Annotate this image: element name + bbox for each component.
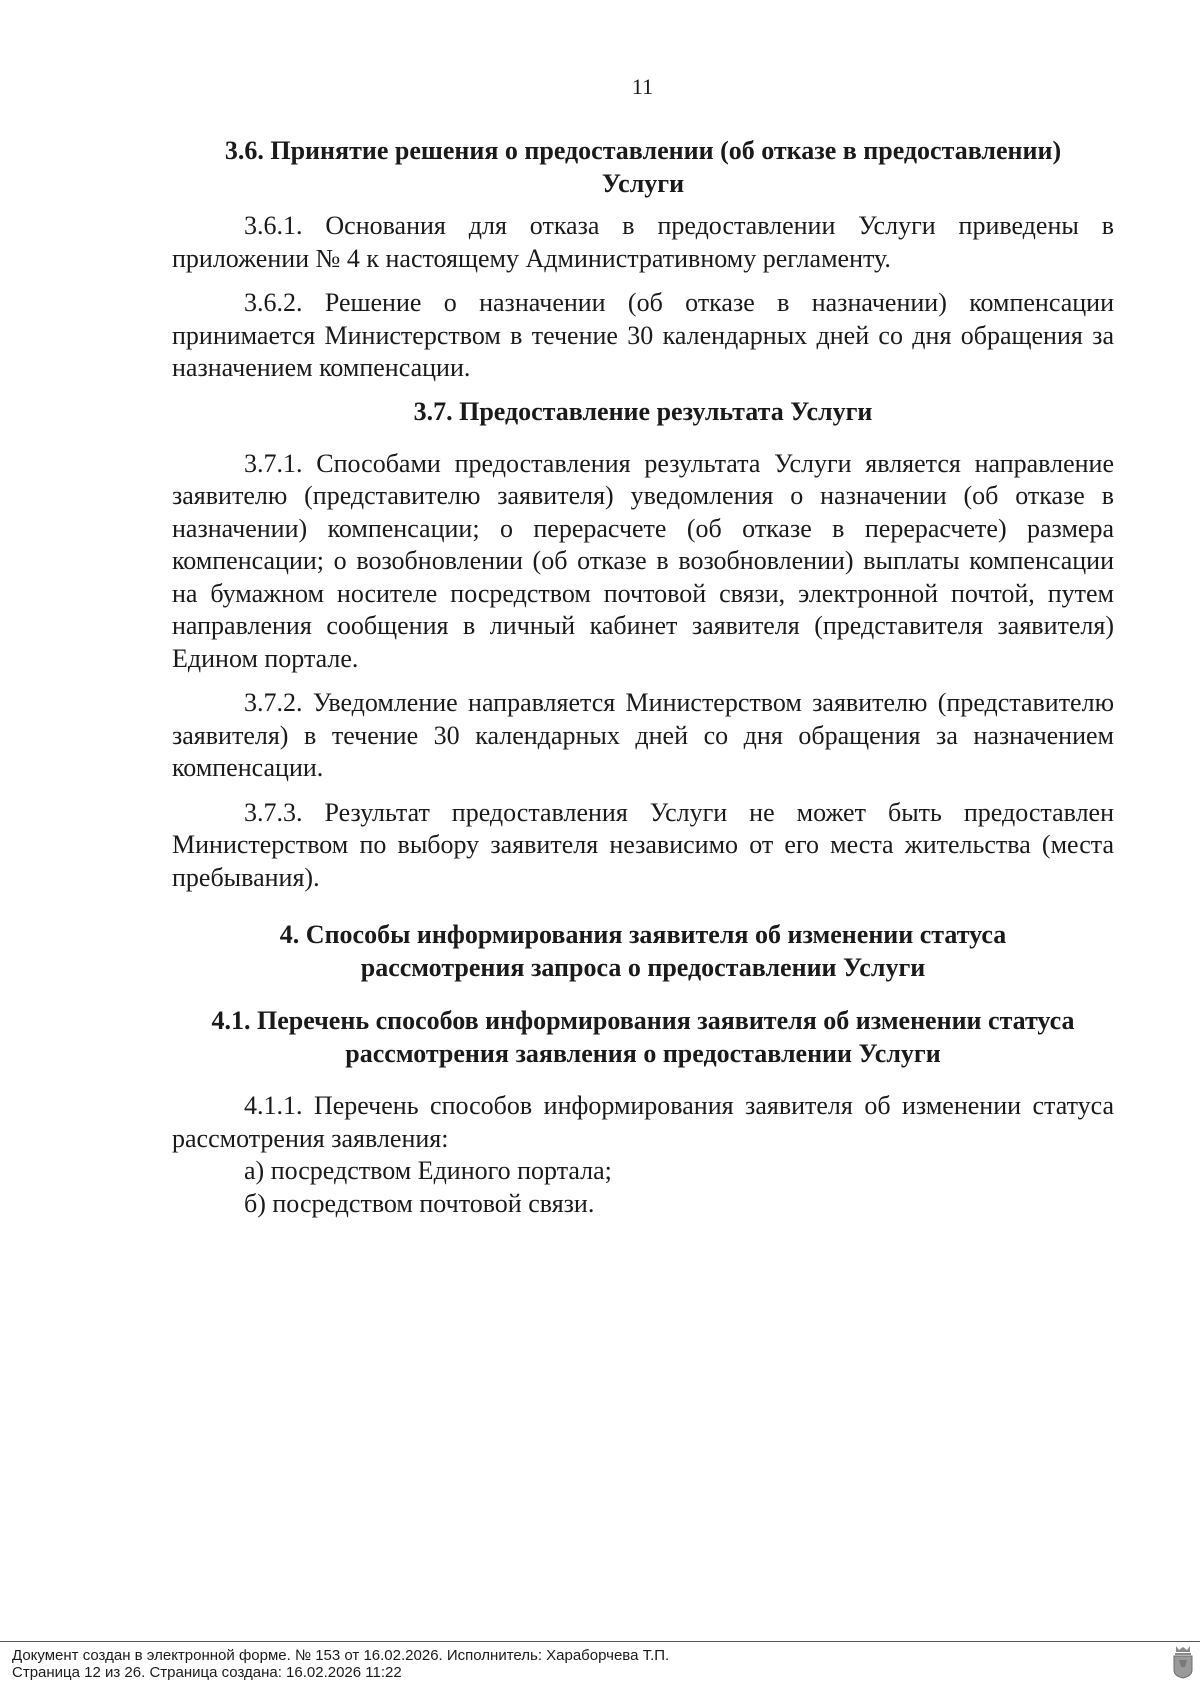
section-4 bbox=[172, 918, 1114, 984]
footer bbox=[12, 1647, 669, 1681]
paragraph-3-7-1: 3.7.1. Способами предоставления результата Услуги является направление заявителю (представителю заявителя) уведомления о назначении (об отказе в назначении) компенсации; о перерасчете (об отказе в перерасчете) размера компенсации; о возобновлении (об отказе в возобновлении) выплаты компенсации на бумажном носителе посредством почтовой связи, электронной почтой, путем направления сообщения в личный кабинет заявителя (представителя заявителя) Едином портале. bbox=[172, 448, 1114, 673]
list-item-b: б) посредством почтовой связи. bbox=[244, 1188, 595, 1218]
footer-page-info: Страница 12 из 26. Страница создана: 16.02.2026 11:22 bbox=[12, 1664, 402, 1681]
footer-divider bbox=[0, 1641, 1200, 1642]
paragraph-4-1-1: 4.1.1. Перечень способов информирования заявителя об изменении статуса рассмотрения заявления: bbox=[172, 1091, 1114, 1153]
section-3-6 bbox=[172, 134, 1114, 385]
paragraph-3-7-3: 3.7.3. Результат предоставления Услуги не может быть предоставлен Министерством по выбору заявителя независимо от его места жительства (места пребывания). bbox=[172, 797, 1114, 892]
section-4-heading-line1: 4. Способы информирования заявителя об изменении статуса bbox=[279, 920, 1007, 949]
paragraph-3-6-1: 3.6.1. Основания для отказа в предоставлении Услуги приведены в приложении № 4 к настоящему Административному регламенту. bbox=[172, 211, 1114, 273]
page-number: 11 bbox=[631, 74, 654, 99]
document-body bbox=[172, 134, 1114, 1220]
paragraph-3-6-2: 3.6.2. Решение о назначении (об отказе в назначении) компенсации принимается Министерством в течение 30 календарных дней со дня обращения за назначением компенсации. bbox=[172, 288, 1114, 382]
section-3-7 bbox=[172, 395, 1114, 895]
paragraph-3-7-2: 3.7.2. Уведомление направляется Министерством заявителю (представителю заявителя) в течение 30 календарных дней со дня обращения за назначением компенсации. bbox=[172, 688, 1114, 782]
coat-of-arms-icon bbox=[1172, 1645, 1194, 1679]
section-4-heading-line2: рассмотрения запроса о предоставлении Услуги bbox=[360, 953, 926, 982]
section-4-1-heading-line1: 4.1. Перечень способов информирования заявителя об изменении статуса bbox=[211, 1006, 1075, 1035]
list-item-a: а) посредством Единого портала; bbox=[244, 1156, 612, 1185]
section-3-6-heading-line2: Услуги bbox=[601, 169, 685, 198]
section-4-1-heading bbox=[172, 1004, 1114, 1070]
section-3-6-heading bbox=[172, 134, 1114, 200]
section-4-1 bbox=[172, 1004, 1114, 1220]
section-3-6-heading-line1: 3.6. Принятие решения о предоставлении (об отказе в предоставлении) bbox=[224, 136, 1062, 165]
section-3-7-heading: 3.7. Предоставление результата Услуги bbox=[413, 396, 873, 426]
footer-document-info: Документ создан в электронной форме. № 153 от 16.02.2026. Исполнитель: Хараборчева Т.П. bbox=[12, 1647, 670, 1664]
section-4-heading bbox=[172, 918, 1114, 984]
section-4-1-heading-line2: рассмотрения заявления о предоставлении Услуги bbox=[345, 1039, 941, 1068]
